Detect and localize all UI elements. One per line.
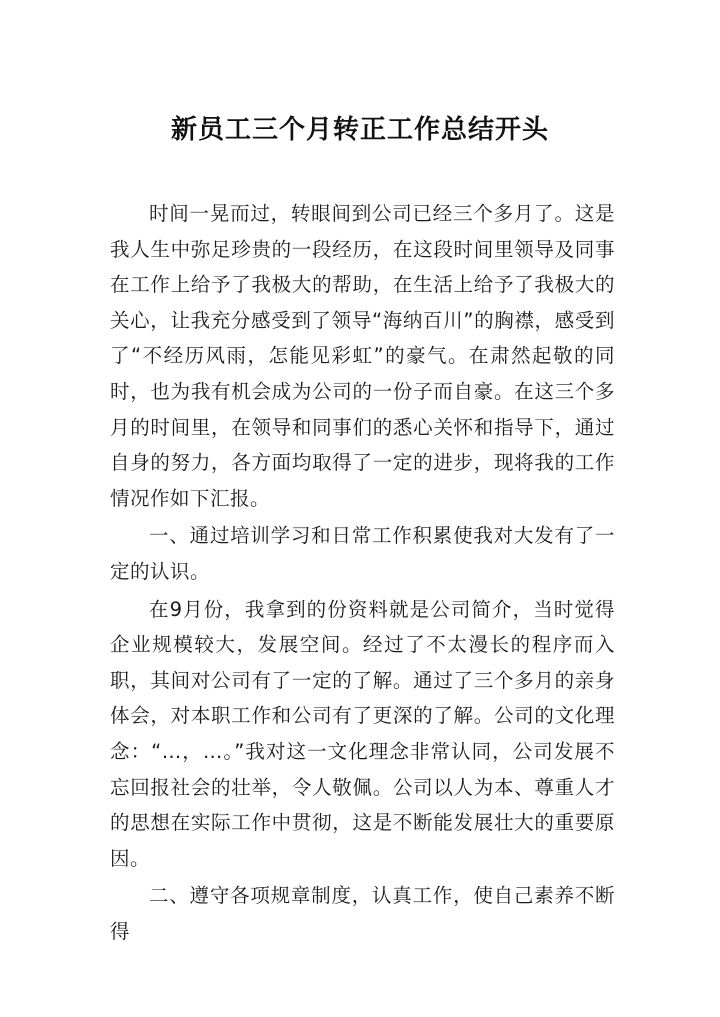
paragraph-intro: 时间一晃而过，转眼间到公司已经三个多月了。这是我人生中弥足珍贵的一段经历，在这段时间里领导及同事在工作上给予了我极大的帮助，在生活上给予了我极大的关心，让我充分感受到了领导“海纳百川”的胸襟，感受到了“不经历风雨，怎能见彩虹”的豪气。在肃然起敬的同时，也为我有机会成为公司的一份子而自豪。在这三个多月的时间里，在领导和同事们的悉心关怀和指导下，通过自身的努力，各方面均取得了一定的进步，现将我的工作情况作如下汇报。	[110, 202, 615, 510]
paragraph-heading-one: 一、通过培训学习和日常工作积累使我对大发有了一定的认识。	[110, 524, 615, 583]
paragraph-company-profile: 在9月份，我拿到的份资料就是公司简介，当时觉得企业规模较大，发展空间。经过了不太漫长的程序而入职，其间对公司有了一定的了解。通过了三个多月的亲身体会，对本职工作和公司有了更深的了解。公司的文化理念：“…，…。”我对这一文化理念非常认同，公司发展不忘回报社会的壮举，令人敬佩。公司以人为本、尊重人才的思想在实际工作中贯彻，这是不断能发展壮大的重要原因。	[110, 597, 615, 870]
paragraph-heading-two: 二、遵守各项规章制度，认真工作，使自己素养不断得	[110, 884, 615, 943]
document-title: 新员工三个月转正工作总结开头	[170, 115, 549, 145]
document-body	[110, 196, 615, 951]
